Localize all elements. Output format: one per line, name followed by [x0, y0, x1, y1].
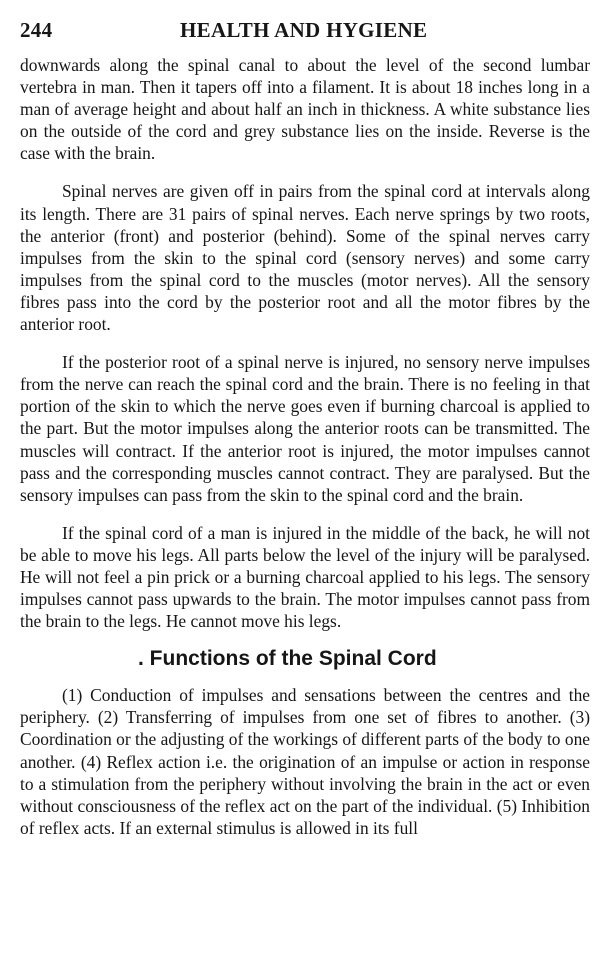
page-number: 244 [20, 18, 53, 42]
paragraph-spacer [20, 506, 590, 522]
paragraph-spacer [20, 164, 590, 180]
running-header [20, 18, 590, 54]
running-title: HEALTH AND HYGIENE [180, 18, 428, 42]
body-paragraph-4: If the spinal cord of a man is injured in the middle of the back, he will not be able to move his legs. All parts below the level of the injury will be paralysed. He will not feel a pin prick or a burning charcoal applied to his legs. The sensory impulses cannot pass upwards to the brain. The motor impulses cannot pass from the brain to the legs. He cannot move his legs. [20, 522, 590, 632]
paragraph-spacer [20, 335, 590, 351]
section-heading: . Functions of the Spinal Cord [138, 647, 437, 671]
body-paragraph-2: Spinal nerves are given off in pairs from the spinal cord at intervals along its length. There are 31 pairs of spinal nerves. Each nerve springs by two roots, the anterior (front) and posterior (behind). Some of the spinal nerves carry impulses from the skin to the spinal cord (sensory nerves) and some carry impulses from the spinal cord to the muscles (motor nerves). All the sensory fibres pass into the cord by the posterior root and all the motor fibres by the anterior root. [20, 181, 590, 335]
body-paragraph-3: If the posterior root of a spinal nerve is injured, no sensory nerve impulses from the nerve can reach the spinal cord and the brain. There is no feeling in that portion of the skin to which the nerve goes even if burning charcoal is applied to the part. But the motor impulses along the anterior roots can be transmitted. The muscles will contract. If the anterior root is injured, the motor impulses cannot pass and the corresponding muscles cannot contract. They are paralysed. But the sensory impulses can pass from the skin to the spinal cord and the brain. [20, 352, 590, 505]
body-paragraph-1: downwards along the spinal canal to about the level of the second lumbar vertebra in man. Then it tapers off into a filament. It is about 18 inches long in a man of average height and about half an inch in thickness. A white substance lies on the outside of the cord and grey substance lies on the inside. Reverse is the case with the brain. [20, 55, 590, 164]
section-paragraph: (1) Conduction of impulses and sensations between the centres and the periphery. (2) Transferring of impulses from one set of fibres to another. (3) Coordination or the adjusting of the workings of different parts of the body to one another. (4) Reflex action i.e. the origination of an impulse or action in response to a stimulation from the periphery without involving the brain in the act or even without consciousness of the reflex act on the part of the individual. (5) Inhibition of reflex acts. If an external stimulus is allowed in its full [20, 685, 590, 838]
